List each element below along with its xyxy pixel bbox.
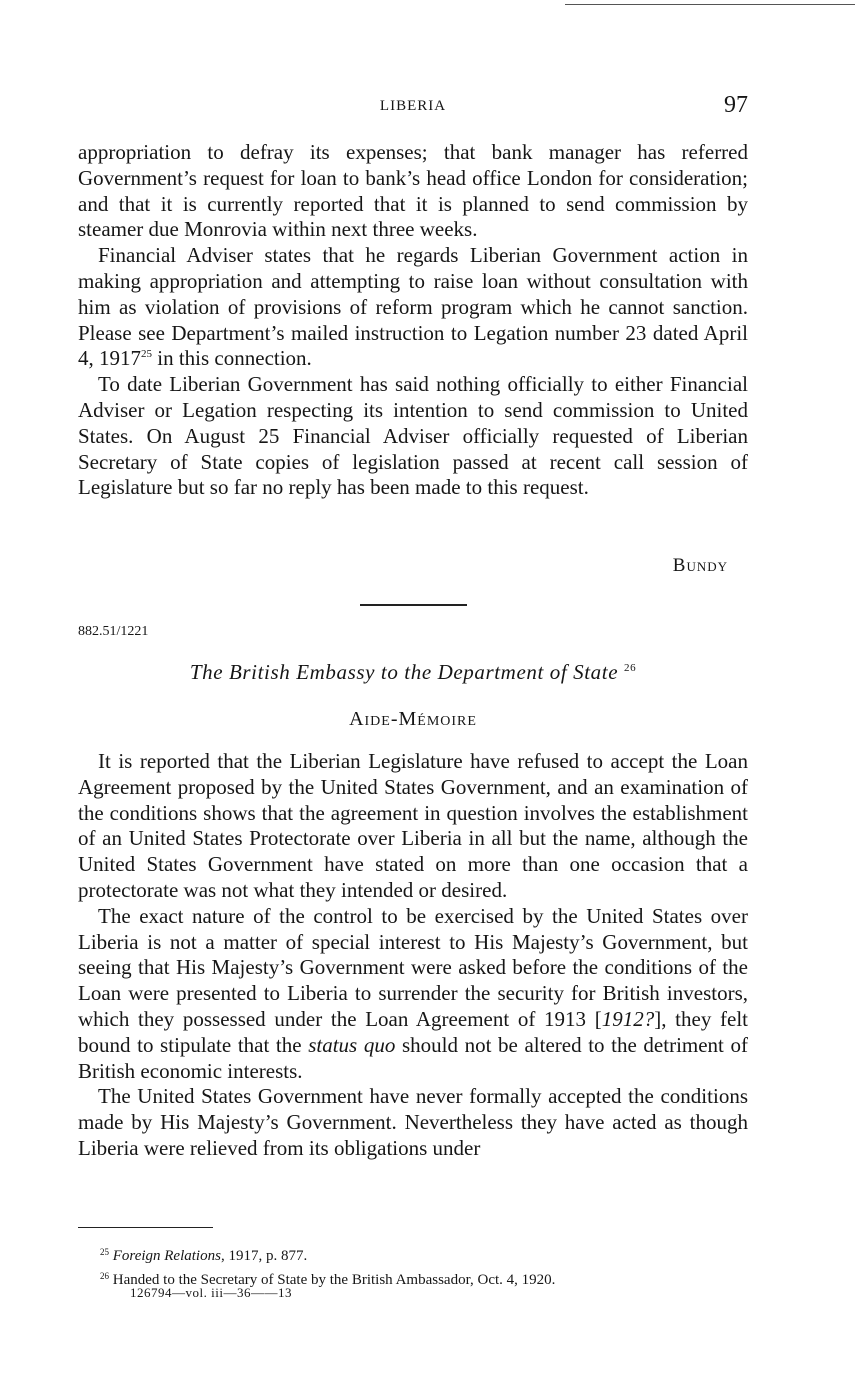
- document-subtitle: Aide-Mémoire: [349, 708, 477, 730]
- document-title: [78, 660, 748, 685]
- top-edge-rule: [565, 4, 855, 5]
- file-number: 882.51/1221: [78, 624, 149, 639]
- footnote-ref: 26: [623, 662, 637, 674]
- paragraph: The United States Government have never formally accepted the conditions made by His Majesty’s Government. Nevertheless they have acted as though Liberia were relieved from its obligations under: [78, 1084, 748, 1160]
- running-head: LIBERIA: [379, 98, 447, 114]
- paragraph: To date Liberian Government has said nothing officially to either Financial Adviser or Legation respecting its intention to send commission to United States. On August 25 Financial Adviser officially requested of Liberian Secretary of State copies of legislation passed at recent call session of Legislature but so far no reply has been made to this request.: [78, 372, 748, 500]
- footnote-number: 26: [100, 1271, 109, 1281]
- footnote-source: Foreign Relations: [112, 1248, 221, 1264]
- aide-memoire-text: [78, 749, 748, 1162]
- bracket-note: 1912?: [601, 1006, 655, 1031]
- page-header: [78, 92, 748, 126]
- paragraph: [78, 243, 748, 372]
- paragraph-text: Financial Adviser states that he regards Liberian Government action in making appropriation and attempting to raise loan without consultation with him as violation of provisions of reform program which he cannot sanction. Please see Department’s mailed instruction to Legation number 23 dated April 4, 1917: [78, 243, 748, 371]
- section-divider: [360, 604, 467, 606]
- document-title-text: The British Embassy to the Department of State: [189, 660, 619, 684]
- footnote: [100, 1242, 750, 1266]
- paragraph: appropriation to defray its expenses; that bank manager has referred Government’s request for loan to bank’s head office London for consideration; and that it is currently reported that it is planned to send commission by steamer due Monrovia within next three weeks.: [78, 140, 748, 242]
- printer-line: 126794—vol. iii—36——13: [130, 1285, 292, 1300]
- paragraph: [78, 904, 748, 1085]
- footnotes: [100, 1242, 750, 1290]
- signature: Bundy: [672, 555, 728, 576]
- footnote-text: Handed to the Secretary of State by the British Ambassador, Oct. 4, 1920.: [112, 1272, 556, 1288]
- page-number: 97: [724, 92, 748, 118]
- paragraph: It is reported that the Liberian Legislature have refused to accept the Loan Agreement proposed by the United States Government, and an examination of the conditions shows that the agreement in question involves the establishment of an United States Protectorate over Liberia in all but the name, although the United States Government have stated on more than one occasion that a protectorate was not what they intended or desired.: [78, 749, 748, 902]
- footnote-ref: 25: [141, 348, 152, 361]
- italic-phrase: status quo: [308, 1032, 396, 1057]
- footnote-number: 25: [100, 1247, 109, 1257]
- paragraph-text: ], they felt bound to stipulate that the: [78, 1006, 748, 1057]
- footnote-rule: [78, 1227, 213, 1228]
- paragraph-text: in this connection.: [152, 346, 312, 371]
- paragraph-text: should not be altered to the detriment of British economic interests.: [78, 1032, 748, 1083]
- paragraph-text: The exact nature of the control to be exercised by the United States over Liberia is not a matter of special interest to His Majesty’s Government, but seeing that His Majesty’s Government were asked before the conditions of the Loan were presented to Liberia to surrender the security for British investors, which they possessed under the Loan Agreement of 1913 [: [78, 903, 748, 1031]
- footnote-text: , 1917, p. 877.: [220, 1248, 308, 1264]
- telegram-text: [78, 140, 748, 501]
